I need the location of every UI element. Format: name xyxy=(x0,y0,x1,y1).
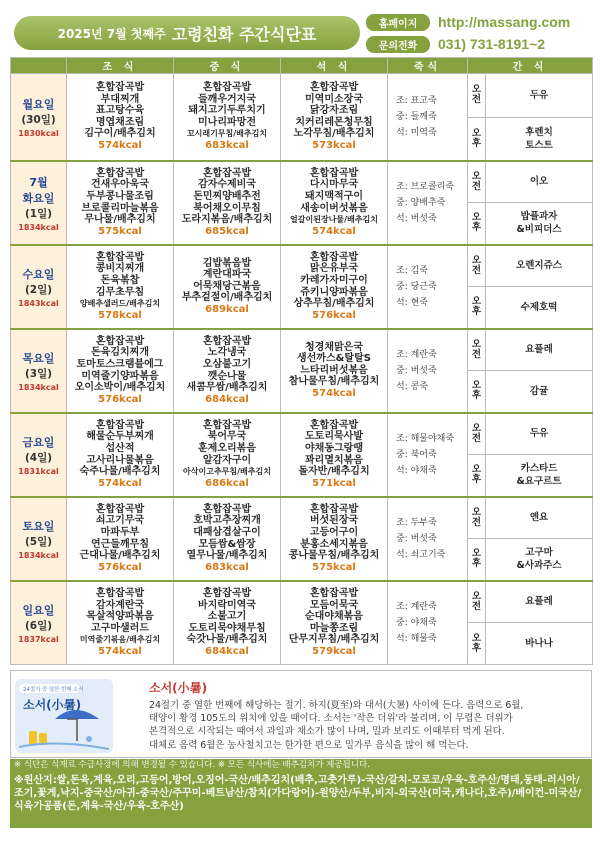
day-kcal: 1843kcal xyxy=(18,298,59,308)
lunch-cell xyxy=(174,161,281,245)
weekday-label: 수요일 xyxy=(22,267,55,281)
slot-am-label: 오전 xyxy=(468,74,486,118)
menu-body xyxy=(11,74,593,665)
slot-pm-label: 오후 xyxy=(468,455,486,497)
corner-cell xyxy=(11,58,67,74)
menu-item: 혼합잡곡밥 xyxy=(202,81,252,93)
day-kcal: 1834kcal xyxy=(18,550,59,560)
menu-item: 혼합잡곡밥 xyxy=(309,251,359,263)
snack-pm: 카스타드 &요구르트 xyxy=(486,455,593,497)
day-kcal: 1830kcal xyxy=(18,128,59,138)
menu-item: 맑은유부국 xyxy=(309,263,359,275)
snack-am: 오렌지쥬스 xyxy=(486,245,593,287)
meal-kcal: 575kcal xyxy=(312,561,356,573)
menu-item: 목살적양파볶음 xyxy=(86,611,154,623)
porridge-cell xyxy=(388,581,468,665)
slot-am-label: 오전 xyxy=(468,245,486,287)
meal-kcal: 686kcal xyxy=(205,477,249,489)
season-line: 본격적으로 시작되는 때여서 과일과 채소가 많이 나며, 밀과 보리도 이때부터 먹게 된다. xyxy=(149,726,505,738)
menu-item: 분홍소세지볶음 xyxy=(300,538,368,550)
day-row xyxy=(11,161,593,203)
meal-kcal: 578kcal xyxy=(98,309,142,321)
season-line: 24절기 중 열한 번째에 해당하는 절기. 하지(夏至)와 대서(大暑) 사이에 든다. 음력으로 6월, xyxy=(149,700,524,711)
menu-item: 돼지고기두루치기 xyxy=(188,105,266,117)
porridge-item: 중: 버섯죽 xyxy=(396,365,437,376)
table-header xyxy=(11,58,593,74)
porridge-item: 중: 양배추죽 xyxy=(396,197,446,208)
menu-item: 돈민찌양배추전 xyxy=(193,190,261,202)
col-lunch: 중 식 xyxy=(174,58,281,74)
date-label: (6일) xyxy=(24,619,53,632)
season-line: 대체로 음력 6월은 농사철치고는 한가한 편으로 밀가루 음식을 많이 해 먹는다. xyxy=(149,739,469,751)
dinner-cell xyxy=(281,413,388,497)
lunch-cell xyxy=(174,497,281,581)
menu-item: 바지락미역국 xyxy=(198,599,256,611)
porridge-item: 중: 버섯죽 xyxy=(396,533,437,544)
menu-item: 혼합잡곡밥 xyxy=(309,81,359,93)
day-cell xyxy=(11,413,67,497)
menu-item: 새콤무쌈/배추김치 xyxy=(186,382,268,394)
dinner-cell xyxy=(281,581,388,665)
porridge-cell xyxy=(388,245,468,329)
menu-item: 고구마샐러드 xyxy=(91,622,149,634)
snack-am: 요플레 xyxy=(486,581,593,623)
menu-item: 혼합잡곡밥 xyxy=(309,503,359,515)
menu-item: 무나물/배추김치 xyxy=(84,214,156,226)
slot-am-label: 오전 xyxy=(468,497,486,539)
menu-item: 버섯된장국 xyxy=(309,515,359,527)
slot-pm-label: 오후 xyxy=(468,539,486,581)
menu-item: 상추무침/배추김치 xyxy=(293,298,375,310)
porridge-item: 석: 콩죽 xyxy=(396,381,428,392)
porridge-cell xyxy=(388,161,468,245)
menu-item: 북어채오이무침 xyxy=(193,202,261,214)
menu-item: 혼합잡곡밥 xyxy=(309,419,359,431)
origin-info: ※원산지:쌀,돈육,계육,오리,고등어,방어,오징어-국산/배추김치(배추,고춧가루)-국산/갈치-모로코/우육-호주산/명태,동태-러시아/조기,꽃게,낙지-중국산/아귀-중국산/주꾸미-베트남산/참치(가다랑어)-원양산/두부,비지-외국산(미국,캐나다,호주)/베이컨-미국산/식육가공품(돈,계육-국산/우육-호주산) xyxy=(10,772,592,828)
date-label: (30일) xyxy=(21,113,56,126)
menu-item: 혼합잡곡밥 xyxy=(95,587,145,599)
slot-pm-label: 오후 xyxy=(468,117,486,161)
menu-item: 북어무국 xyxy=(207,431,247,443)
day-cell xyxy=(11,497,67,581)
menu-item: 오이소박이/배추김치 xyxy=(74,382,166,394)
day-row xyxy=(11,329,593,371)
porridge-item: 조: 표고죽 xyxy=(396,95,437,106)
porridge-item: 석: 야채죽 xyxy=(396,465,437,476)
season-description xyxy=(149,699,579,752)
menu-item: 훈제오리볶음 xyxy=(198,442,256,454)
breakfast-cell xyxy=(67,497,174,581)
breakfast-cell xyxy=(67,74,174,161)
slot-am-label: 오전 xyxy=(468,581,486,623)
menu-item: 계란대파국 xyxy=(202,269,252,281)
season-badge-big: 소서(小暑) xyxy=(23,698,82,712)
porridge-item: 중: 당근죽 xyxy=(396,281,437,292)
porridge-item: 중: 야채죽 xyxy=(396,617,437,628)
porridge-item: 중: 북어죽 xyxy=(396,449,437,460)
menu-item: 생선까스&탈탈S xyxy=(297,353,371,365)
dinner-cell xyxy=(281,497,388,581)
season-line: 태양이 황경 105도의 위치에 있을 때이다. 소서는 '작은 더위'라 불리며, 이 무렵은 더위가 xyxy=(149,713,513,725)
day-cell xyxy=(11,245,67,329)
breakfast-cell xyxy=(67,581,174,665)
menu-item: 섭산적 xyxy=(105,442,135,454)
porridge-item: 조: 계란죽 xyxy=(396,349,437,360)
porridge-cell xyxy=(388,413,468,497)
menu-item: 꼬시래기무침/배추김치 xyxy=(186,129,268,139)
menu-item: 오삼불고기 xyxy=(202,358,252,370)
meal-kcal: 685kcal xyxy=(205,225,249,237)
menu-item: 참나물무침/배추김치 xyxy=(288,376,380,388)
col-snack: 간 식 xyxy=(468,58,593,74)
menu-item: 혼합잡곡밥 xyxy=(95,419,145,431)
day-kcal: 1834kcal xyxy=(18,222,59,232)
meal-kcal: 689kcal xyxy=(205,303,249,315)
snack-am: 엔요 xyxy=(486,497,593,539)
menu-item: 느타리버섯볶음 xyxy=(300,364,368,376)
meal-kcal: 573kcal xyxy=(312,139,356,151)
menu-item: 아삭이고추무침/배추김치 xyxy=(183,467,271,477)
day-row xyxy=(11,581,593,623)
menu-item: 닭강자조림 xyxy=(309,105,359,117)
weekday-label: 목요일 xyxy=(22,351,55,365)
breakfast-cell xyxy=(67,413,174,497)
menu-item: 김밥볶음밥 xyxy=(202,257,252,269)
menu-item: 혼합잡곡밥 xyxy=(95,81,145,93)
menu-item: 어묵채당근볶음 xyxy=(193,280,261,292)
menu-item: 도토리묵야채무침 xyxy=(188,622,266,634)
dinner-cell xyxy=(281,245,388,329)
menu-item: 다시마무국 xyxy=(309,179,359,191)
lunch-cell xyxy=(174,581,281,665)
umbrella-icon xyxy=(15,679,113,753)
menu-item: 혼합잡곡밥 xyxy=(202,503,252,515)
porridge-item: 석: 해물죽 xyxy=(396,633,437,644)
meal-kcal: 684kcal xyxy=(205,393,249,405)
porridge-cell xyxy=(388,74,468,161)
date-label: (1일) xyxy=(24,207,53,220)
col-breakfast: 조 식 xyxy=(67,58,174,74)
meal-kcal: 684kcal xyxy=(205,645,249,657)
menu-item: 노각냉국 xyxy=(207,347,247,359)
menu-item: 쇠고기무국 xyxy=(95,515,145,527)
menu-item: 돼지맥적구이 xyxy=(305,190,363,202)
porridge-item: 석: 버섯죽 xyxy=(396,213,437,224)
homepage-label: 홈페이지 xyxy=(366,14,430,31)
menu-item: 숙주나물/배추김치 xyxy=(79,466,161,478)
dinner-cell xyxy=(281,329,388,413)
menu-item: 대패삼겹살구이 xyxy=(193,526,261,538)
menu-item: 순대야채볶음 xyxy=(305,611,363,623)
meal-kcal: 683kcal xyxy=(205,139,249,151)
slot-pm-label: 오후 xyxy=(468,371,486,413)
meal-kcal: 575kcal xyxy=(98,225,142,237)
weekday-label: 토요일 xyxy=(22,519,55,533)
menu-item: 호박고추장찌개 xyxy=(193,515,261,527)
weekday-label: 화요일 xyxy=(22,191,55,205)
menu-item: 고사리나물볶음 xyxy=(86,454,154,466)
breakfast-cell xyxy=(67,161,174,245)
dinner-cell xyxy=(281,74,388,161)
menu-item: 표고탕수육 xyxy=(95,105,145,117)
menu-item: 부추겉절이/배추김치 xyxy=(181,292,273,304)
meal-kcal: 579kcal xyxy=(312,645,356,657)
lunch-cell xyxy=(174,74,281,161)
menu-item: 혼합잡곡밥 xyxy=(202,419,252,431)
menu-item: 야채동그랑땡 xyxy=(305,442,363,454)
porridge-cell xyxy=(388,497,468,581)
menu-item: 얼갈이된장나물/배추김치 xyxy=(290,215,378,225)
menu-item: 돈육볶찹 xyxy=(100,274,140,286)
meal-kcal: 571kcal xyxy=(312,477,356,489)
snack-am: 두유 xyxy=(486,74,593,118)
menu-item: 양배추샐러드/배추김치 xyxy=(79,299,161,309)
menu-item: 미역미소장국 xyxy=(305,93,363,105)
menu-item: 부대찌개 xyxy=(100,93,140,105)
snack-pm: 감귤 xyxy=(486,371,593,413)
season-heading: 소서(小暑) xyxy=(149,681,208,695)
menu-item: 돌자반/배추김치 xyxy=(298,466,370,478)
menu-item: 모듬쌈&쌈장 xyxy=(198,538,256,550)
menu-item: 돈육김치찌개 xyxy=(91,347,149,359)
slot-pm-label: 오후 xyxy=(468,287,486,329)
lunch-cell xyxy=(174,245,281,329)
porridge-cell xyxy=(388,329,468,413)
porridge-item: 중: 들깨죽 xyxy=(396,111,437,122)
snack-pm: 후렌치 토스트 xyxy=(486,117,593,161)
meal-kcal: 574kcal xyxy=(312,225,356,237)
breakfast-cell xyxy=(67,245,174,329)
season-info-box xyxy=(10,670,592,758)
menu-item: 단무지무침/배추김치 xyxy=(288,634,380,646)
lunch-cell xyxy=(174,413,281,497)
menu-item: 토마토스크램블에그 xyxy=(76,358,164,370)
season-badge-small: 24절기 중 열한 번째 소서 xyxy=(23,687,84,693)
menu-item: 두부콩나물조림 xyxy=(86,190,154,202)
menu-item: 혼합잡곡밥 xyxy=(202,335,252,347)
meal-kcal: 574kcal xyxy=(98,645,142,657)
meal-kcal: 574kcal xyxy=(98,139,142,151)
breakfast-cell xyxy=(67,329,174,413)
menu-item: 혼합잡곡밥 xyxy=(95,335,145,347)
slot-pm-label: 오후 xyxy=(468,203,486,245)
day-kcal: 1834kcal xyxy=(18,382,59,392)
snack-pm: 고구마 &사과주스 xyxy=(486,539,593,581)
menu-item: 김구이/배추김치 xyxy=(84,128,156,140)
weekday-label: 금요일 xyxy=(22,435,55,449)
meal-kcal: 574kcal xyxy=(312,387,356,399)
day-kcal: 1837kcal xyxy=(18,634,59,644)
menu-item: 해물순두부찌개 xyxy=(86,431,154,443)
meal-kcal: 576kcal xyxy=(98,561,142,573)
menu-item: 꽈리멸치볶음 xyxy=(305,454,363,466)
menu-item: 소불고기 xyxy=(207,611,247,623)
snack-am: 두유 xyxy=(486,413,593,455)
slot-pm-label: 오후 xyxy=(468,623,486,665)
date-label: (4일) xyxy=(24,451,53,464)
phone-label: 문의전화 xyxy=(366,36,430,53)
porridge-item: 조: 두부죽 xyxy=(396,517,437,528)
menu-item: 명엽채조림 xyxy=(95,116,145,128)
menu-item: 혼합잡곡밥 xyxy=(95,167,145,179)
day-cell xyxy=(11,329,67,413)
weekday-label: 일요일 xyxy=(22,603,55,617)
weekday-label: 월요일 xyxy=(22,97,55,111)
homepage-link[interactable]: http://massang.com xyxy=(438,14,571,30)
menu-item: 혼합잡곡밥 xyxy=(202,167,252,179)
date-label: (2일) xyxy=(24,283,53,296)
menu-item: 연근들깨무침 xyxy=(91,538,149,550)
menu-item: 콩비지찌개 xyxy=(95,263,145,275)
meal-kcal: 574kcal xyxy=(98,477,142,489)
meal-kcal: 683kcal xyxy=(205,561,249,573)
menu-item: 고등어구이 xyxy=(309,526,359,538)
menu-item: 혼합잡곡밥 xyxy=(309,167,359,179)
meal-kcal: 576kcal xyxy=(98,393,142,405)
porridge-item: 조: 브로콜리죽 xyxy=(396,181,455,192)
day-cell xyxy=(11,581,67,665)
menu-item: 콩나물무침/배추김치 xyxy=(288,550,380,562)
snack-am: 요플레 xyxy=(486,329,593,371)
menu-item: 알감자구이 xyxy=(202,454,252,466)
day-row xyxy=(11,413,593,455)
menu-item: 건새우아욱국 xyxy=(91,179,149,191)
col-dinner: 석 식 xyxy=(281,58,388,74)
menu-item: 근대나물/배추김치 xyxy=(79,550,161,562)
menu-item: 숙갓나물/배추김치 xyxy=(186,634,268,646)
day-row xyxy=(11,74,593,118)
weekly-menu-table xyxy=(10,57,593,665)
menu-item: 미역줄기볶음/배추김치 xyxy=(79,635,161,645)
dinner-cell xyxy=(281,161,388,245)
page-title: 고령친화 주간식단표 xyxy=(171,24,317,44)
porridge-item: 석: 현죽 xyxy=(396,297,428,308)
porridge-item: 조: 해물야채죽 xyxy=(396,433,455,444)
season-illustration xyxy=(15,679,113,753)
snack-pm: 밥플과자 &비피더스 xyxy=(486,203,593,245)
slot-am-label: 오전 xyxy=(468,413,486,455)
menu-item: 혼합잡곡밥 xyxy=(95,503,145,515)
porridge-item: 석: 미역죽 xyxy=(396,127,437,138)
menu-item: 마늘쫑조림 xyxy=(309,622,359,634)
menu-item: 모듬어묵국 xyxy=(309,599,359,611)
day-row xyxy=(11,497,593,539)
menu-item: 도라지볶음/배추김치 xyxy=(181,214,273,226)
lunch-cell xyxy=(174,329,281,413)
menu-item: 도토리묵사발 xyxy=(305,431,363,443)
menu-item: 브로콜리마늘볶음 xyxy=(81,202,159,214)
col-porridge: 죽식 xyxy=(388,58,468,74)
porridge-item: 석: 쇠고기죽 xyxy=(396,549,446,560)
date-label: (5일) xyxy=(24,535,53,548)
menu-item: 감자계란국 xyxy=(95,599,145,611)
menu-item: 혼합잡곡밥 xyxy=(309,587,359,599)
meal-kcal: 576kcal xyxy=(312,309,356,321)
menu-item: 미나리파망전 xyxy=(198,116,256,128)
phone-row xyxy=(366,35,545,53)
menu-item: 들깨우거지국 xyxy=(198,93,256,105)
day-cell xyxy=(11,74,67,161)
menu-item: 혼합잡곡밥 xyxy=(95,251,145,263)
title-prefix: 2025년 7월 첫째주 xyxy=(57,26,166,41)
menu-item: 청경채맑은국 xyxy=(305,341,363,353)
menu-item: 감자수제비국 xyxy=(198,179,256,191)
menu-item: 쥬키니양파볶음 xyxy=(300,286,368,298)
menu-item: 마파두부 xyxy=(100,526,140,538)
menu-item: 미역줄기양파볶음 xyxy=(81,370,159,382)
menu-item: 열무나물/배추김치 xyxy=(186,550,268,562)
day-cell xyxy=(11,161,67,245)
phone-number: 031) 731-8191~2 xyxy=(438,36,546,52)
homepage-row xyxy=(366,13,570,31)
menu-item: 김무초무침 xyxy=(95,286,145,298)
month-label: 7월 xyxy=(29,175,48,189)
menu-item: 깻순나물 xyxy=(207,370,247,382)
menu-item: 노각무침/배추김치 xyxy=(293,128,375,140)
date-label: (3일) xyxy=(24,367,53,380)
day-row xyxy=(11,245,593,287)
header xyxy=(14,10,586,56)
menu-item: 치커리레몬청무침 xyxy=(295,116,373,128)
menu-item: 카레가자미구이 xyxy=(300,274,368,286)
menu-item: 새송이버섯볶음 xyxy=(300,202,368,214)
slot-am-label: 오전 xyxy=(468,161,486,203)
snack-pm: 바나나 xyxy=(486,623,593,665)
day-kcal: 1831kcal xyxy=(18,466,59,476)
snack-am: 이오 xyxy=(486,161,593,203)
slot-am-label: 오전 xyxy=(468,329,486,371)
notice-bar: ※ 식단은 식재료 수급사정에 의해 변경될 수 있습니다. ※ 모든 식사에는 배추김치가 제공됩니다. xyxy=(10,759,592,772)
title-banner xyxy=(14,16,360,50)
snack-pm: 수제호떡 xyxy=(486,287,593,329)
porridge-item: 조: 계란죽 xyxy=(396,601,437,612)
porridge-item: 조: 김죽 xyxy=(396,265,428,276)
menu-item: 혼합잡곡밥 xyxy=(202,587,252,599)
